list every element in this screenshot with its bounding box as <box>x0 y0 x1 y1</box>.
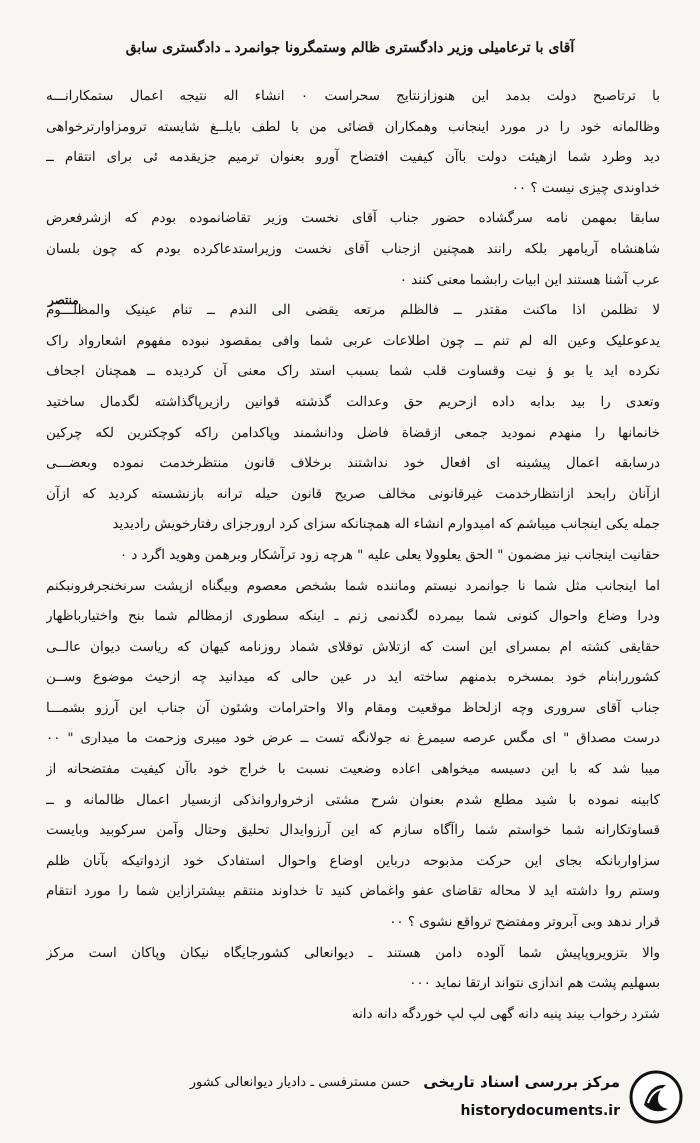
text-line: سزاواربانکه بجای این حرکت مذبوحه درباین اوضاع واحوال استفادک خود ازدواتیکه بآنان ظلم <box>46 853 660 869</box>
letter-body <box>46 82 660 1030</box>
text-line: وتعدی را بید بدابه داده ازحریم حق وعدالت گذشته قوانین رازیرپاگذاشته لگدمال ساختید <box>46 394 660 410</box>
text-line: بسهلیم پشت هم اندازی نتواند ارتقا نماید ۰۰۰ <box>409 976 660 992</box>
paragraph <box>46 939 660 1000</box>
text-line: عرب آشنا هستند این ابیات رابشما معنی کنند ۰ <box>399 272 660 288</box>
text-line: جناب آقای سروری وچه ازلحاظ موقعیت ومقام والا واحترامات وشئون آن جناب این آرزو بشمـــا <box>46 700 660 716</box>
text-line: سابقا بمهمن نامه سرگشاده حضور جناب آقای نخست وزیر تقاضانموده بودم که ازشرفعرض <box>46 211 660 227</box>
text-line: اما اینجانب مثل شما نا جوانمرد نیستم وماننده شما بشخص معصوم وبیگناه ازپشت سرنخنجرفرونبکنم <box>46 578 660 594</box>
paragraph <box>46 1000 660 1031</box>
text-line: با ترتاصبح دولت بدمد این هنوزازنتایج سحراست ۰ انشاء اله نتیجه اعمال ستمکارانـــه <box>46 89 660 104</box>
archive-url: historydocuments.ir <box>460 1103 620 1119</box>
text-line: قرار ندهد وبی آبروتر ومفتضح ترواقع نشوی ؟ ۰۰ <box>389 915 660 931</box>
text-line: کشوررابنام خود بمسخره بدمنهم ساخته اید در عین حالی که میدانید چه ازحیث موضوع وســن <box>46 670 660 686</box>
text-line: لا تظلمن اذا ماکنت مقتدر ــ فالظلم مرتعه یقضی الی الندم ــ تنام عینیک والمظلـــوم <box>46 303 660 319</box>
text-line: ودرا وضاع واحوال کنونی شما بیمرده لگدنمی زنم ـ اینکه سطوری ازمظالم شما بنح واختیارباظهار <box>46 609 660 625</box>
archive-name: مرکز بررسی اسناد تاریخی <box>423 1073 620 1091</box>
text-line: خداوندی چیزی نیست ؟ ۰۰ <box>511 180 660 196</box>
archive-watermark <box>423 1065 692 1137</box>
paragraph <box>46 204 660 296</box>
text-line: قساوتکارانه شما خواستم شما راآگاه سازم که این آرزوایدال تحلیق وحتال وآمن سرکوبید وبایست <box>46 823 660 839</box>
text-line: ازآنان رابحد ازانتظارخدمت غیرقانونی مخالف صریح قانون حیله ترانه بازنشسته کردید که ازآن <box>46 486 660 502</box>
text-line: وظالمانه خود را در مورد اینجانب وهمکاران قضائی من با لطف بایلــغ شایسته ترومزاوارترخواهی <box>46 119 660 135</box>
text-line: درسابقه اعمال پیشینه ای افعال خود نداشتند برخلاف قانون منتظرخدمت نموده وبعضـــی <box>46 456 660 472</box>
text-line: جمله یکی اینجانب میباشم که امیدوارم انشاء اله همچنانکه سزای کرد ارورجزای رفتارخویش رادیدید <box>112 517 660 533</box>
text-line: حقانیت اینجانب نیز مضمون " الحق یعلوولا یعلی علیه " هرچه زود ترآشکار وبرهمن وهوید اگرد د ۰ <box>119 547 660 563</box>
text-line: وستم روا داشته اید لا محاله تقاضای عفو واغماض کنید تا خداوند منتقم بیشترازاین شما را مورد انتقام <box>46 884 660 900</box>
paragraph <box>46 572 660 939</box>
text-line: شاهنشاه آریامهر بلکه رانند همچنین ازجناب آقای نخست وزیراستدعاکرده بودم که چون بلسان <box>46 241 660 257</box>
archive-seal-icon <box>628 1069 684 1125</box>
text-line: حقایقی کشته ام بمسرای این است که ازتلاش توقلای شماد روزنامه کیهان که ریاست دیوان عالــی <box>46 639 660 655</box>
text-line: دید وطرد شما ازهیئت دولت باآن کیفیت افتضاح آورو بعنوان ترمیم جزیقدمه ئی برای انتقام ــ <box>46 150 660 166</box>
text-line: نکرده اید یا بو ؤ نیت وقساوت قلب شما بسبب استد راک معنی آن کردیده ــ همچنان اجحاف <box>46 364 660 380</box>
paragraph <box>46 541 660 572</box>
text-line: شترد رخواب بیند پنبه دانه گهی لپ لپ خوردگه دانه دانه <box>351 1006 660 1022</box>
text-line: والا بتزویروپاپیش شما آلوده دامن هستند ـ دیوانعالی کشورجایگاه نیکان وپاکان است مرکز <box>46 945 660 961</box>
paragraph <box>46 82 660 204</box>
margin-note: منتصر <box>48 293 79 307</box>
paragraph <box>46 296 660 541</box>
document-title: آقای با ترعامیلی وزیر دادگستری ظالم وستمگرونا جوانمرد ـ دادگستری سابق <box>125 40 575 56</box>
text-line: درست مصداق " ای مگس عرصه سیمرغ نه جولانگه تست ــ عرض خود میبری وزحمت ما میداری " ۰۰ <box>46 731 660 747</box>
text-line: میبا شد که با این دسیسه میخواهی اعاده وضعیت نسبت با خراج خود باآن کیفیت مفتضحانه از <box>46 762 660 778</box>
text-line: کابینه نموده با شید مطلع شدم بعنوان شرح مشتی ازخرواروانذکی ازبسیار اعمال ظالمانه و ــ <box>46 792 660 808</box>
text-line: یدعوعلیک وعین اله لم تنم ــ چون اطلاعات عربی شما وافی بمقصود نبوده مفهوم اشعارواد راک <box>46 333 660 349</box>
text-line: خانمانها را منهدم نمودید جمعی ازقضاة فاضل ودانشمند وپاکدامن راکه کوچکترین لکه چرکین <box>46 425 660 441</box>
signature-line: حسن مسترفسی ـ دادیار دیوانعالی کشور <box>189 1075 411 1090</box>
